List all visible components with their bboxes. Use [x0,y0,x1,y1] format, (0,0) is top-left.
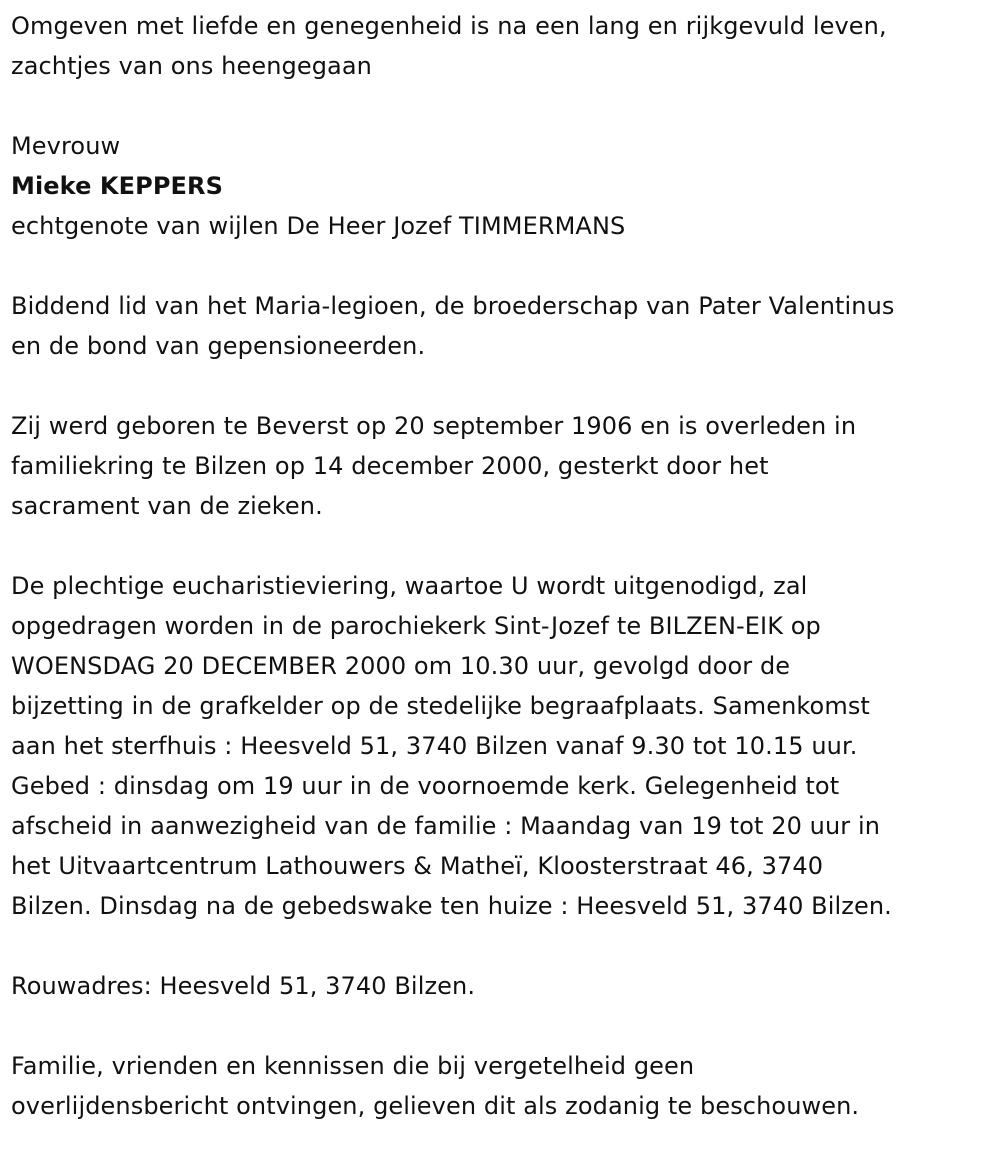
ceremony-line: opgedragen worden in de parochiekerk Sint-Jozef te BILZEN-EIK op [11,612,821,640]
paragraph-spacer [11,526,988,566]
ceremony-line: bijzetting in de grafkelder op de stedelijke begraafplaats. Samenkomst [11,692,870,720]
ceremony-line: het Uitvaartcentrum Lathouwers & Matheï, Kloosterstraat 46, 3740 [11,852,824,880]
spouse-line: echtgenote van wijlen De Heer Jozef TIMMERMANS [11,212,626,240]
ceremony-line: WOENSDAG 20 DECEMBER 2000 om 10.30 uur, gevolgd door de [11,652,791,680]
address-paragraph [11,966,988,1006]
membership-line: en de bond van gepensioneerden. [11,332,426,360]
paragraph-spacer [11,246,988,286]
intro-paragraph [11,6,988,86]
ceremony-line: De plechtige eucharistieviering, waartoe U wordt uitgenodigd, zal [11,572,808,600]
closing-paragraph [11,1046,988,1126]
birth-death-line: familiekring te Bilzen op 14 december 2000, gesterkt door het [11,452,769,480]
ceremony-line: afscheid in aanwezigheid van de familie : Maandag van 19 tot 20 uur in [11,812,881,840]
paragraph-spacer [11,1006,988,1046]
birth-death-line: sacrament van de zieken. [11,492,323,520]
closing-line: Familie, vrienden en kennissen die bij vergetelheid geen [11,1052,695,1080]
deceased-header [11,126,988,246]
paragraph-spacer [11,926,988,966]
membership-line: Biddend lid van het Maria-legioen, de broederschap van Pater Valentinus [11,292,895,320]
deceased-name: Mieke KEPPERS [11,172,223,200]
closing-line: overlijdensbericht ontvingen, gelieven dit als zodanig te beschouwen. [11,1092,860,1120]
ceremony-line: aan het sterfhuis : Heesveld 51, 3740 Bilzen vanaf 9.30 tot 10.15 uur. [11,732,858,760]
intro-line: Omgeven met liefde en genegenheid is na een lang en rijkgevuld leven, [11,12,887,40]
paragraph-spacer [11,86,988,126]
birth-death-line: Zij werd geboren te Beverst op 20 september 1906 en is overleden in [11,412,857,440]
paragraph-spacer [11,366,988,406]
ceremony-line: Gebed : dinsdag om 19 uur in de voornoemde kerk. Gelegenheid tot [11,772,840,800]
salutation: Mevrouw [11,132,121,160]
ceremony-line: Bilzen. Dinsdag na de gebedswake ten huize : Heesveld 51, 3740 Bilzen. [11,892,892,920]
membership-paragraph [11,286,988,366]
birth-death-paragraph [11,406,988,526]
intro-line: zachtjes van ons heengegaan [11,52,372,80]
ceremony-paragraph [11,566,988,926]
mourning-address: Rouwadres: Heesveld 51, 3740 Bilzen. [11,972,476,1000]
